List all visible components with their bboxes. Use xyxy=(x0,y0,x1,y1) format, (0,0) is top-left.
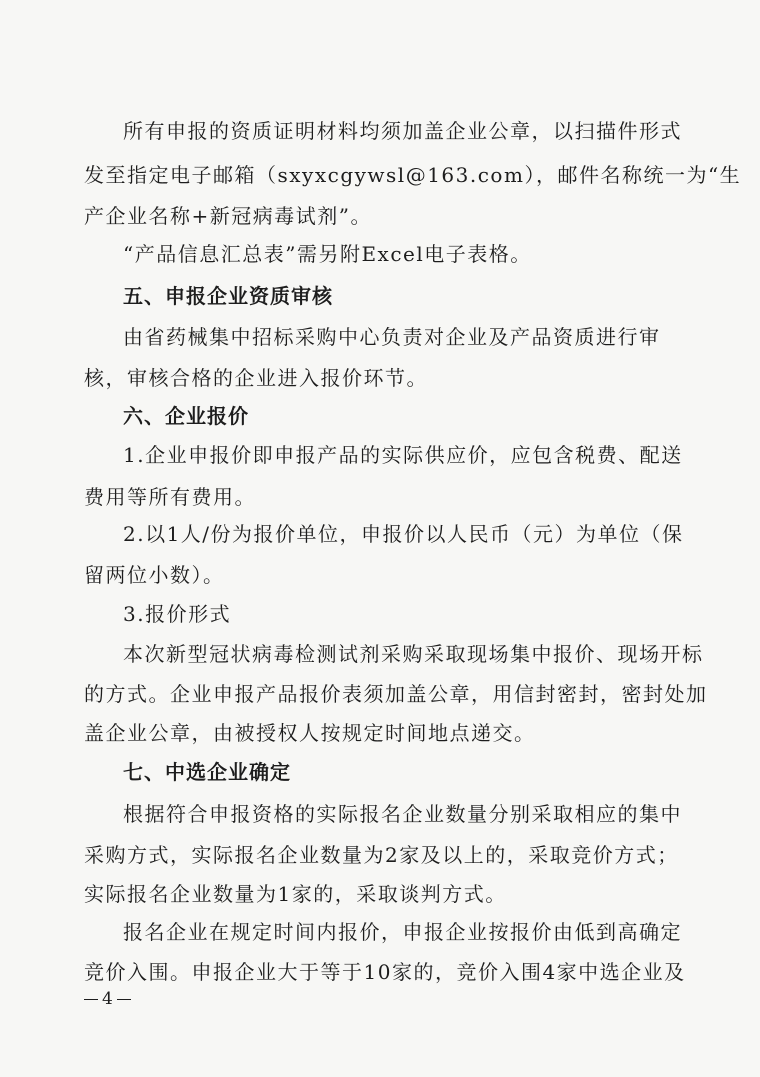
dash-left xyxy=(84,999,98,1000)
paragraph-line: 的方式。企业申报产品报价表须加盖公章，用信封密封，密封处加 xyxy=(84,682,708,706)
paragraph-line: 盖企业公章，由被授权人按规定时间地点递交。 xyxy=(84,721,536,745)
paragraph-line: 留两位小数）。 xyxy=(84,563,225,587)
paragraph-line: 实际报名企业数量为1家的，采取谈判方式。 xyxy=(84,882,507,906)
paragraph-line: 报名企业在规定时间内报价，申报企业按报价由低到高确定 xyxy=(123,920,682,944)
paragraph-line: 竞价入围。申报企业大于等于10家的，竞价入围4家中选企业及 xyxy=(84,960,686,984)
paragraph-line: 所有申报的资质证明材料均须加盖企业公章，以扫描件形式 xyxy=(123,119,682,143)
paragraph-line: “产品信息汇总表”需另附Excel电子表格。 xyxy=(123,242,532,266)
page-number: 4 xyxy=(84,988,131,1010)
paragraph-line: 1.企业申报价即申报产品的实际供应价，应包含税费、配送 xyxy=(123,443,683,467)
paragraph-line: 费用等所有费用。 xyxy=(84,485,256,509)
dash-right xyxy=(117,999,131,1000)
paragraph-line: 3.报价形式 xyxy=(123,602,232,626)
section-heading: 五、申报企业资质审核 xyxy=(123,284,333,308)
paragraph-line: 发至指定电子邮箱（sxyxcgywsl@163.com），邮件名称统一为“生 xyxy=(84,163,742,187)
section-heading: 六、企业报价 xyxy=(123,404,249,428)
section-heading: 七、中选企业确定 xyxy=(123,760,291,784)
paragraph-line: 核，审核合格的企业进入报价环节。 xyxy=(84,366,428,390)
paragraph-line: 根据符合申报资格的实际报名企业数量分别采取相应的集中 xyxy=(123,802,682,826)
paragraph-line: 2.以1人/份为报价单位，申报价以人民币（元）为单位（保 xyxy=(123,522,684,546)
paragraph-line: 产企业名称+新冠病毒试剂”。 xyxy=(84,204,372,228)
paragraph-line: 采购方式，实际报名企业数量为2家及以上的，采取竞价方式； xyxy=(84,843,679,867)
paragraph-line: 由省药械集中招标采购中心负责对企业及产品资质进行审 xyxy=(123,325,661,349)
paragraph-line: 本次新型冠状病毒检测试剂采购采取现场集中报价、现场开标 xyxy=(123,642,704,666)
